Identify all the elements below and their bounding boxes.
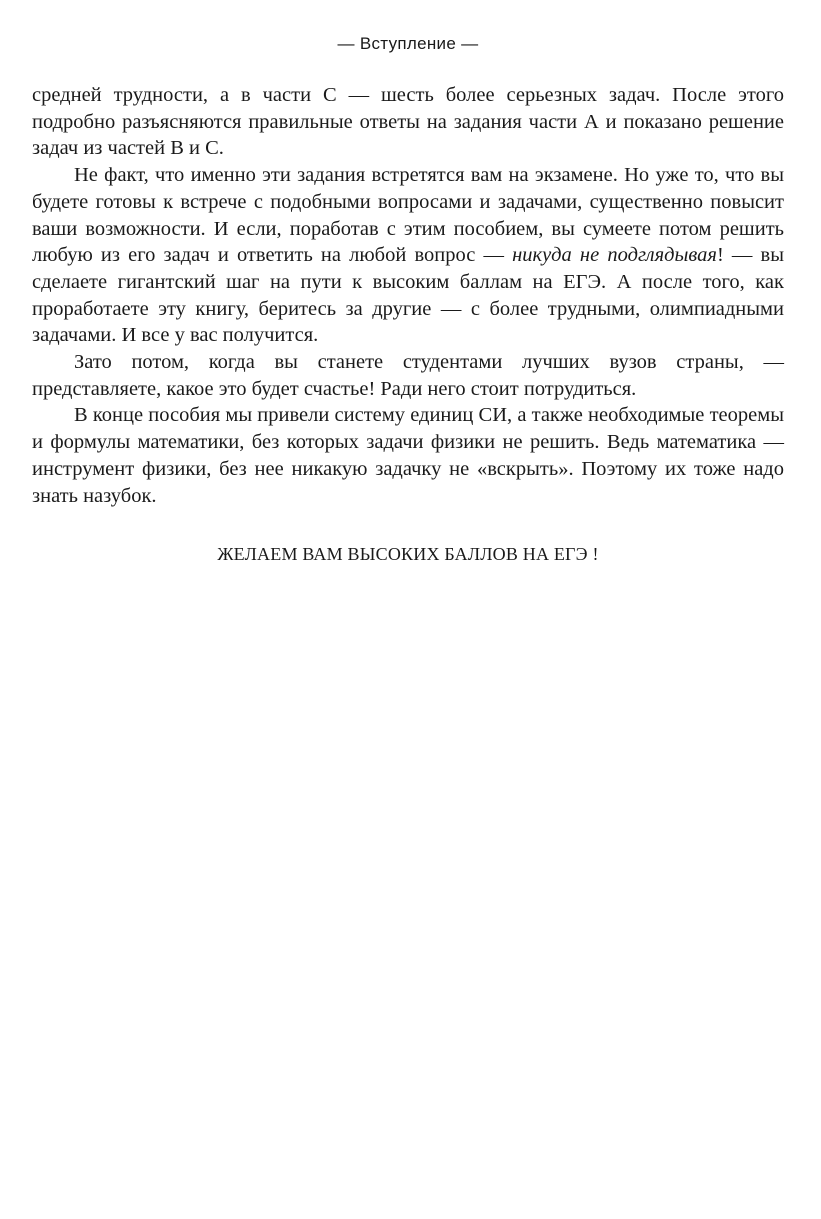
paragraph-future-students: Зато потом, когда вы станете студентами лучших вузов страны, — представляете, какое это будет счастье! Ради него стоит потрудиться. xyxy=(32,351,784,400)
running-head: — Вступление — xyxy=(337,34,479,53)
emphasized-phrase: никуда не подглядывая xyxy=(512,244,717,267)
closing-wish: ЖЕЛАЕМ ВАМ ВЫСОКИХ БАЛЛОВ НА ЕГЭ ! xyxy=(217,544,599,565)
paragraph-continuation: средней трудности, а в части С — шесть более серьезных задач. После этого подробно разъясняются правильные ответы на задания части А и показано решение задач из частей В и С. xyxy=(32,84,784,160)
paragraph-text: ! — вы сделаете гигантский шаг на пути к высоким баллам на ЕГЭ. А после того, как проработаете эту книгу, беритесь за другие — с более трудными, олимпиадными задачами. И все у вас получится. xyxy=(32,244,784,347)
paragraph-appendix-note: В конце пособия мы привели систему единиц СИ, а также необходимые теоремы и формулы математики, без которых задачи физики не решить. Ведь математика — инструмент физики, без нее никакую задачку не «вскрыть». Поэтому их тоже надо знать назубок. xyxy=(32,404,784,507)
document-page xyxy=(32,34,784,566)
paragraph-exam-advice xyxy=(32,162,784,349)
paragraph-text: Не факт, что именно эти задания встретятся вам на экзамене. Но уже то, что вы будете готовы к встрече с подобными вопросами и задачами, существенно повысит ваши возможности. И если, поработав с этим пособием, вы сумеете потом решить любую из его задач и ответить на любой вопрос — xyxy=(32,164,784,267)
